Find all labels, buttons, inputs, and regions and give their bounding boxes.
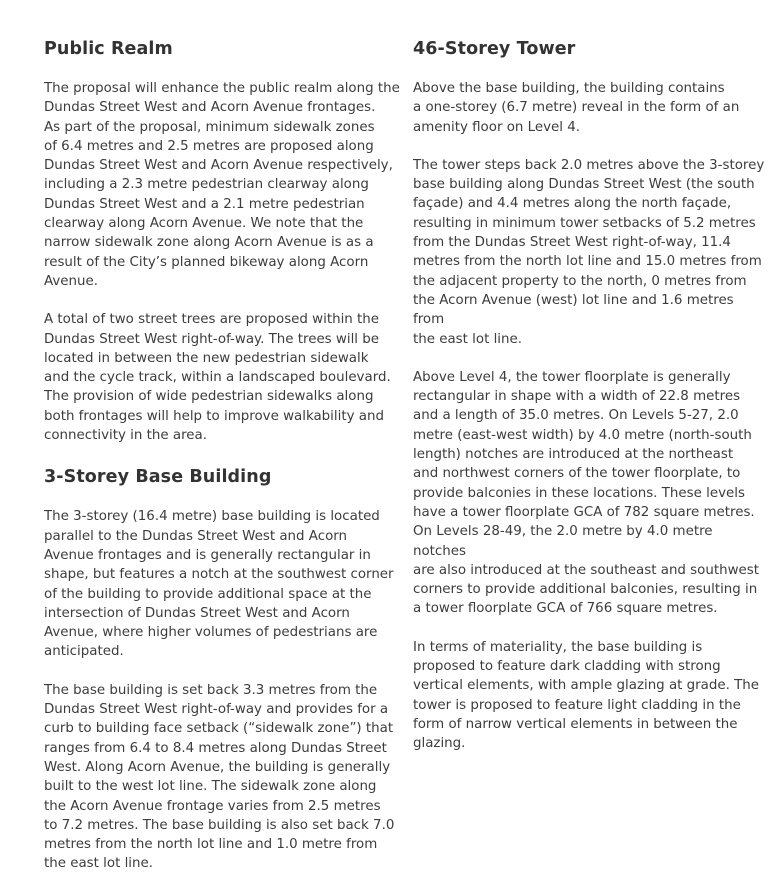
tower-paragraph-3: Above Level 4, the tower floorplate is generally rectangular in shape with a width of 22.8 metres and a length of 35.0 metres. On Levels 5-27, 2.0 metre (east-west width) by 4.0 metre (north-south length) notches are introduced at the northeast and northwest corners of the tower floorplate, to provide balconies in these locations. These levels have a tower floorplate GCA of 782 square metres. On Levels 28-49, the 2.0 metre by 4.0 metre notches are also introduced at the southeast and southwest corners to provide additional balconies, resulting in a tower floorplate GCA of 766 square metres. bbox=[413, 369, 759, 617]
public-realm-paragraph-2: A total of two street trees are proposed within the Dundas Street West right-of-way. The trees will be located in between the new pedestrian sidewalk and the cycle track, within a landscaped boulevard. The provision of wide pedestrian sidewalks along both frontages will help to improve walkability and connectivity in the area. bbox=[44, 312, 391, 444]
tower-paragraph-2: The tower steps back 2.0 metres above the 3-storey base building along Dundas Street West (the south façade) and 4.4 metres along the north façade, resulting in minimum tower setbacks of 5.2 metres from the Dundas Street West right-of-way, 11.4 metres from the north lot line and 15.0 metres from the adjacent property to the north, 0 metres from the Acorn Avenue (west) lot line and 1.6 metres from the east lot line. bbox=[413, 157, 765, 347]
tower-paragraph-1: Above the base building, the building contains a one-storey (6.7 metre) reveal in the form of an amenity floor on Level 4. bbox=[413, 81, 740, 135]
base-building-heading: 3-Storey Base Building bbox=[44, 467, 272, 488]
base-building-paragraph-1: The 3-storey (16.4 metre) base building is located parallel to the Dundas Street West and Acorn Avenue frontages and is generally rectangular in shape, but features a notch at the southwest corner of the building to provide additional space at the intersection of Dundas Street West and Acorn Avenue, where higher volumes of pedestrians are anticipated. bbox=[44, 509, 394, 660]
right-column bbox=[413, 36, 767, 773]
tower-paragraph-4: In terms of materiality, the base building is proposed to feature dark cladding with strong vertical elements, with ample glazing at grade. The tower is proposed to feature light cladding in the form of narrow vertical elements in between the glazing. bbox=[413, 639, 760, 752]
left-column bbox=[44, 36, 400, 893]
base-building-paragraph-2: The base building is set back 3.3 metres from the Dundas Street West right-of-way and provides for a curb to building face setback (“sidewalk zone”) that ranges from 6.4 to 8.4 metres along Dundas Street West. Along Acorn Avenue, the building is generally built to the west lot line. The sidewalk zone along the Acorn Avenue frontage varies from 2.5 metres to 7.2 metres. The base building is also set back 7.0 metres from the north lot line and 1.0 metre from the east lot line. bbox=[44, 682, 395, 872]
tower-section bbox=[413, 36, 767, 754]
public-realm-paragraph-1: The proposal will enhance the public realm along the Dundas Street West and Acorn Avenue frontages. As part of the proposal, minimum sidewalk zones of 6.4 metres and 2.5 metres are proposed along Dundas Street West and Acorn Avenue respectively, including a 2.3 metre pedestrian clearway along Dundas Street West and a 2.1 metre pedestrian clearway along Acorn Avenue. We note that the narrow sidewalk zone along Acorn Avenue is as a result of the City’s planned bikeway along Acorn Avenue. bbox=[44, 81, 400, 289]
base-building-section bbox=[44, 464, 400, 873]
public-realm-section bbox=[44, 36, 400, 445]
public-realm-heading: Public Realm bbox=[44, 39, 173, 59]
tower-heading: 46-Storey Tower bbox=[413, 39, 576, 59]
